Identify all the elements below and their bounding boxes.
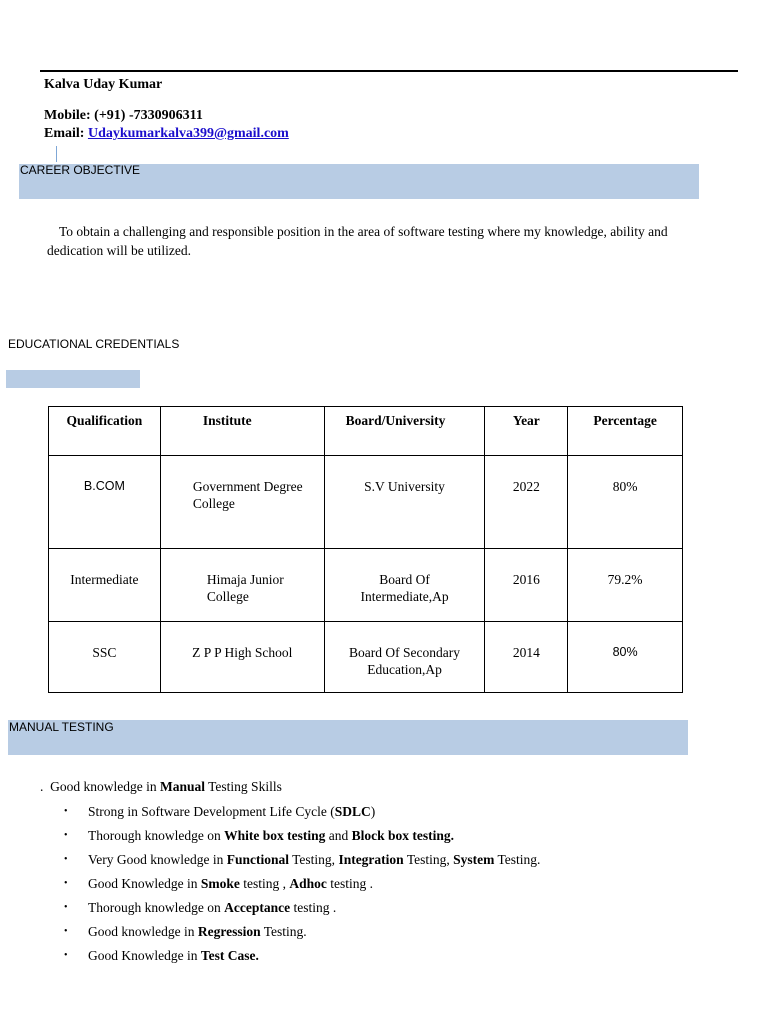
manual-testing-intro: [40, 779, 282, 795]
table-cell: Board Of Intermediate,Ap: [360, 572, 449, 604]
email-link[interactable]: Udaykumarkalva399@gmail.com: [87, 126, 289, 141]
table-cell: Government Degree College: [192, 479, 303, 511]
table-header-row: [49, 407, 683, 456]
education-table: [48, 406, 683, 693]
table-cell: SSC: [92, 645, 117, 660]
table-row: [49, 549, 683, 622]
bullet-icon: •: [64, 806, 68, 817]
career-objective-text: To obtain a challenging and responsible position in the area of software testing where my knowledge, ability and dedication will be utilized.: [47, 224, 668, 258]
column-header: Year: [485, 407, 568, 456]
text: testing .: [326, 876, 374, 891]
table-row: [49, 622, 683, 693]
bold-text: Smoke: [200, 876, 240, 891]
list-item: [64, 920, 540, 944]
email-label: Email:: [44, 126, 88, 141]
intro-prefix: . Good knowledge in: [40, 779, 160, 794]
intro-bold: Manual: [159, 779, 205, 794]
bold-text: Functional: [226, 852, 289, 867]
bold-text: Adhoc: [289, 876, 327, 891]
bold-text: System: [453, 852, 495, 867]
text: Testing.: [260, 924, 307, 939]
table-cell: 79.2%: [607, 572, 643, 587]
mobile-line: [44, 108, 203, 124]
text-cursor: [56, 146, 57, 162]
text: Thorough knowledge on: [88, 900, 225, 915]
text: and: [325, 828, 352, 843]
table-cell: Z P P High School: [192, 645, 293, 660]
text: Testing,: [403, 852, 454, 867]
list-item: [64, 944, 540, 968]
table-cell: B.COM: [83, 479, 125, 493]
bullet-icon: •: [64, 830, 68, 841]
mobile-label: Mobile:: [44, 108, 95, 123]
table-cell: 2022: [512, 479, 540, 494]
text: Strong in Software Development Life Cycle (: [88, 804, 335, 819]
bullet-icon: •: [64, 902, 68, 913]
list-item: [64, 872, 540, 896]
bold-text: Block box testing.: [351, 828, 454, 843]
column-header: Qualification: [49, 407, 161, 456]
bullet-icon: •: [64, 854, 68, 865]
text: Testing,: [289, 852, 339, 867]
table-cell: Board Of Secondary Education,Ap: [349, 645, 461, 677]
text: Good knowledge in: [88, 924, 198, 939]
list-item: [64, 824, 540, 848]
email-line: [44, 126, 289, 142]
text: Good Knowledge in: [88, 948, 201, 963]
table-cell: 2016: [512, 572, 540, 587]
list-item: [64, 848, 540, 872]
skills-list: [64, 800, 540, 968]
intro-suffix: Testing Skills: [205, 779, 282, 794]
table-cell: Intermediate: [70, 572, 139, 587]
column-header: Institute: [160, 407, 324, 456]
bullet-icon: •: [64, 878, 68, 889]
text: ): [370, 804, 376, 819]
text: Thorough knowledge on: [88, 828, 225, 843]
bold-text: White box testing: [224, 828, 326, 843]
bullet-icon: •: [64, 926, 68, 937]
column-header: Percentage: [568, 407, 683, 456]
table-cell: 80%: [612, 479, 638, 494]
top-rule: [40, 70, 738, 72]
bold-text: SDLC: [334, 804, 371, 819]
text: testing .: [290, 900, 337, 915]
text: Testing.: [494, 852, 541, 867]
table-cell: Himaja Junior College: [206, 572, 284, 604]
table-cell: 2014: [512, 645, 540, 660]
list-item: [64, 800, 540, 824]
table-row: [49, 456, 683, 549]
education-band: [6, 370, 140, 388]
candidate-name: Kalva Uday Kumar: [44, 77, 163, 92]
bold-text: Test Case.: [200, 948, 259, 963]
text: Good Knowledge in: [88, 876, 201, 891]
bold-text: Acceptance: [224, 900, 291, 915]
column-header: Board/University: [324, 407, 485, 456]
mobile-value: (+91) -7330906311: [94, 108, 203, 123]
table-cell: 80%: [612, 645, 638, 659]
bullet-icon: •: [64, 950, 68, 961]
text: Very Good knowledge in: [88, 852, 227, 867]
education-title: EDUCATIONAL CREDENTIALS: [8, 337, 180, 351]
text: testing ,: [239, 876, 290, 891]
manual-testing-title: MANUAL TESTING: [9, 720, 114, 734]
bold-text: Integration: [338, 852, 404, 867]
career-objective-title: CAREER OBJECTIVE: [20, 163, 141, 177]
table-cell: S.V University: [364, 479, 445, 494]
bold-text: Regression: [197, 924, 261, 939]
list-item: [64, 896, 540, 920]
